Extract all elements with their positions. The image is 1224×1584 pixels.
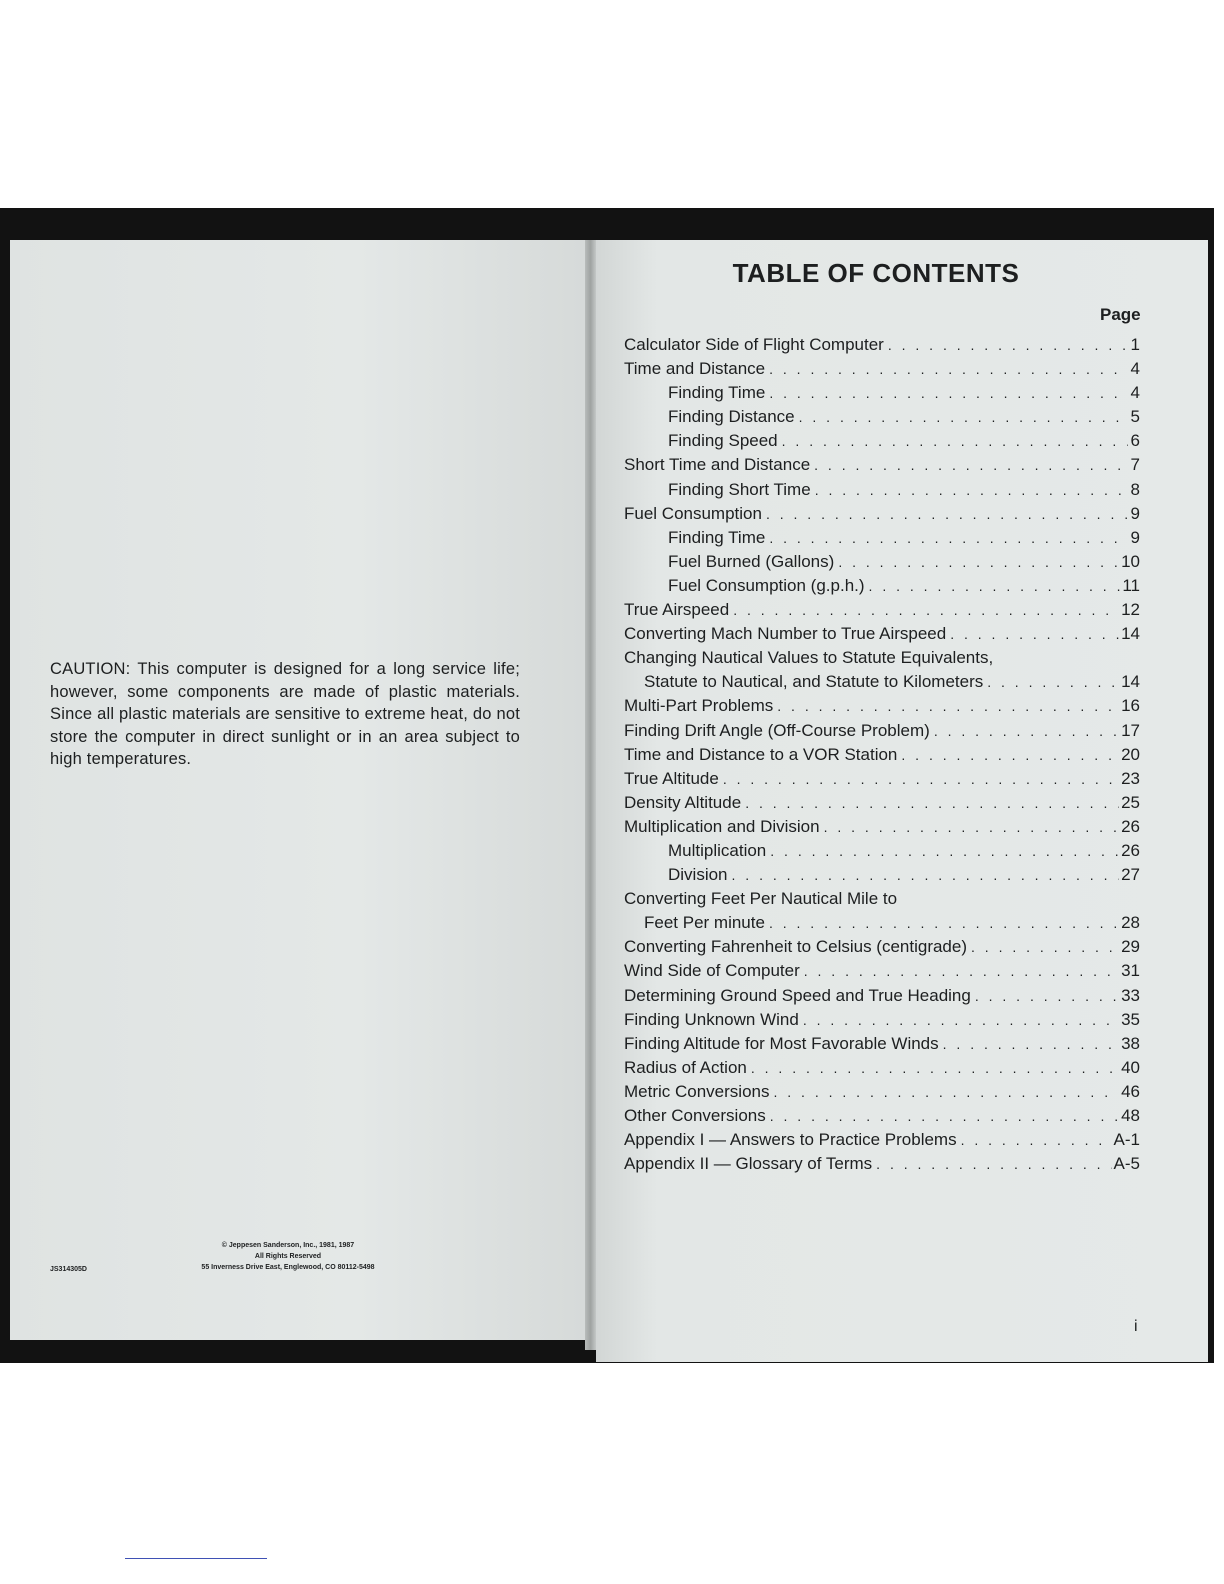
toc-entry [624, 791, 1140, 815]
part-number: JS314305D [50, 1266, 87, 1273]
toc-dot-leader [782, 429, 1128, 453]
toc-dot-leader [876, 1152, 1111, 1176]
toc-entry-title: Multiplication and Division [624, 816, 820, 836]
toc-dot-leader [971, 935, 1119, 959]
toc-entry-title: Finding Drift Angle (Off-Course Problem) [624, 720, 930, 740]
toc-dot-leader [774, 1080, 1120, 1104]
toc-entry-title: Determining Ground Speed and True Heading [624, 985, 971, 1005]
toc-entry-page: 4 [1130, 359, 1140, 379]
toc-entry [624, 984, 1140, 1008]
toc-dot-leader [766, 502, 1128, 526]
toc-entry-page: 48 [1121, 1106, 1140, 1125]
toc-dot-leader [987, 670, 1119, 694]
toc-entry-page: 17 [1121, 720, 1140, 740]
toc-entry-page: 5 [1130, 407, 1140, 427]
toc-entry [624, 405, 1140, 429]
toc-entry-page: 1 [1130, 335, 1140, 354]
toc-title: TABLE OF CONTENTS [732, 258, 1020, 288]
toc-entry-title: Fuel Consumption [624, 503, 762, 523]
toc-entry-title: Fuel Burned (Gallons) [668, 551, 835, 571]
toc-entry-title: Density Altitude [624, 792, 742, 812]
toc-entry [624, 887, 1140, 911]
toc-entry-page: 20 [1121, 744, 1140, 764]
toc-entry-page: 11 [1122, 575, 1140, 595]
toc-dot-leader [901, 743, 1119, 767]
toc-entry-title: Statute to Nautical, and Statute to Kilometers [644, 672, 984, 692]
toc-dot-leader [733, 598, 1119, 622]
toc-entry-title: Finding Time [668, 383, 766, 403]
toc-entry [624, 574, 1140, 598]
toc-entry-page: 26 [1121, 840, 1140, 860]
toc-entry [624, 863, 1140, 887]
toc-entry-title: Division [668, 865, 728, 885]
toc-entry [624, 333, 1140, 357]
toc-dot-leader [732, 863, 1120, 887]
toc-dot-leader [961, 1128, 1112, 1152]
toc-entry [624, 670, 1140, 694]
toc-entry-title: Time and Distance to a VOR Station [624, 744, 898, 764]
toc-entry-page: 7 [1130, 455, 1140, 475]
toc-entry-title: Time and Distance [624, 359, 766, 379]
toc-entry-title: Changing Nautical Values to Statute Equivalents, [624, 648, 994, 668]
toc-entry-page: 40 [1121, 1057, 1140, 1077]
toc-entry-page: 26 [1121, 816, 1140, 836]
toc-entry [624, 381, 1140, 405]
toc-entry [624, 478, 1140, 502]
toc-entry-page: A-5 [1113, 1154, 1140, 1174]
toc-dot-leader [824, 815, 1119, 839]
copyright-line: © Jeppesen Sanderson, Inc., 1981, 1987 [221, 1242, 355, 1249]
toc-entry-page: 4 [1130, 383, 1140, 403]
toc-entry-page: 9 [1130, 527, 1140, 547]
toc-dot-leader [777, 694, 1119, 718]
toc-dot-leader [769, 911, 1119, 935]
toc-entry-page: 27 [1121, 865, 1140, 885]
toc-entry-title: True Altitude [624, 768, 719, 788]
toc-entry-title: Appendix I — Answers to Practice Problems [624, 1130, 957, 1150]
toc-entry [624, 743, 1140, 767]
toc-dot-leader [769, 357, 1128, 381]
toc-entry-title: Converting Fahrenheit to Celsius (centigrade) [624, 937, 968, 957]
toc-entry [624, 1128, 1140, 1152]
toc-entry-title: Finding Short Time [668, 479, 811, 499]
toc-dot-leader [943, 1032, 1119, 1056]
toc-entry [624, 550, 1140, 574]
toc-entry [624, 839, 1140, 863]
toc-entry-page: 23 [1121, 768, 1140, 788]
toc-entry-title: Short Time and Distance [624, 455, 811, 475]
toc-entry-page: 38 [1121, 1033, 1140, 1053]
toc-entry-title: Metric Conversions [624, 1081, 770, 1101]
toc-entry [624, 357, 1140, 381]
toc-entry [624, 526, 1140, 550]
toc-entry-page: 46 [1121, 1081, 1140, 1101]
toc-entry-title: Multiplication [668, 840, 767, 860]
toc-entry [624, 1080, 1140, 1104]
toc-entry [624, 959, 1140, 983]
toc-entry-title: Converting Feet Per Nautical Mile to [624, 889, 898, 909]
toc-dot-leader [751, 1056, 1119, 1080]
toc-dot-leader [838, 550, 1119, 574]
toc-entry-title: Calculator Side of Flight Computer [624, 335, 884, 354]
toc-entry [624, 1104, 1140, 1128]
toc-entry-page: 12 [1121, 600, 1140, 620]
toc-dot-leader [950, 622, 1119, 646]
toc-entry-title: Appendix II — Glossary of Terms [624, 1154, 873, 1174]
toc-entry-page: 14 [1121, 624, 1140, 644]
toc-entry-title: Radius of Action [624, 1057, 747, 1077]
toc-dot-leader [869, 574, 1121, 598]
decorative-line [125, 1558, 267, 1559]
toc-entry [624, 453, 1140, 477]
toc-entry-title: Finding Speed [668, 431, 778, 451]
toc-entry-page: 14 [1121, 672, 1140, 692]
toc-entry-title: Fuel Consumption (g.p.h.) [668, 575, 865, 595]
toc-entry-page: 16 [1121, 696, 1140, 716]
toc-entry [624, 694, 1140, 718]
page-column-label: Page [1100, 305, 1141, 324]
toc-entry [624, 1032, 1140, 1056]
toc-entry [624, 429, 1140, 453]
toc-entry-page: 9 [1130, 503, 1140, 523]
toc-dot-leader [815, 478, 1128, 502]
toc-entry [624, 719, 1140, 743]
book-spine [585, 240, 596, 1350]
toc-entry [624, 1056, 1140, 1080]
toc-entry [624, 646, 1140, 670]
toc-entry-page: 25 [1121, 792, 1140, 812]
toc-dot-leader [803, 1008, 1119, 1032]
toc-list [624, 333, 1140, 1176]
toc-entry-page: 10 [1121, 551, 1140, 571]
toc-entry-title: Multi-Part Problems [624, 696, 774, 716]
copyright-line: 55 Inverness Drive East, Englewood, CO 80112-5498 [201, 1264, 375, 1271]
toc-dot-leader [769, 526, 1128, 550]
toc-entry-page: 8 [1130, 479, 1140, 499]
toc-entry-title: Finding Time [668, 527, 766, 547]
toc-entry [624, 815, 1140, 839]
copyright-line: All Rights Reserved [254, 1253, 322, 1260]
toc-entry-page: 31 [1121, 961, 1140, 981]
toc-dot-leader [745, 791, 1119, 815]
toc-entry [624, 1152, 1140, 1176]
toc-entry [624, 598, 1140, 622]
caution-notice: CAUTION: This computer is designed for a long service life; however, some components are made of plastic materials. Since all plastic materials are sensitive to extreme heat, do not store the computer in direct sunlight or in an area subject to high temperatures. [50, 660, 520, 768]
page-number: i [1134, 1318, 1138, 1335]
toc-dot-leader [770, 1104, 1119, 1128]
toc-entry [624, 502, 1140, 526]
toc-dot-leader [723, 767, 1119, 791]
toc-entry-title: Finding Distance [668, 407, 795, 427]
toc-dot-leader [975, 984, 1119, 1008]
toc-entry-title: Converting Mach Number to True Airspeed [624, 624, 947, 644]
toc-entry-title: Other Conversions [624, 1106, 766, 1125]
copyright-block [158, 1240, 418, 1273]
toc-entry-page: 28 [1121, 913, 1140, 933]
left-page [10, 240, 585, 1340]
toc-dot-leader [804, 959, 1119, 983]
toc-dot-leader [770, 839, 1119, 863]
toc-entry [624, 767, 1140, 791]
toc-entry-title: Finding Unknown Wind [624, 1009, 799, 1029]
toc-dot-leader [814, 453, 1128, 477]
toc-entry [624, 935, 1140, 959]
toc-entry-page: A-1 [1113, 1130, 1140, 1150]
toc-entry [624, 622, 1140, 646]
toc-entry-title: Finding Altitude for Most Favorable Winds [624, 1033, 939, 1053]
toc-dot-leader [769, 381, 1128, 405]
toc-entry-page: 6 [1130, 431, 1140, 451]
toc-entry [624, 1008, 1140, 1032]
toc-dot-leader [934, 719, 1119, 743]
toc-dot-leader [799, 405, 1128, 429]
toc-entry-title: Wind Side of Computer [624, 961, 800, 981]
toc-entry-page: 33 [1121, 985, 1140, 1005]
toc-entry-page: 29 [1121, 937, 1140, 957]
toc-entry-page: 35 [1121, 1009, 1140, 1029]
toc-entry [624, 911, 1140, 935]
toc-dot-leader [888, 333, 1128, 357]
toc-entry-title: Feet Per minute [644, 913, 765, 933]
toc-entry-title: True Airspeed [624, 600, 730, 620]
